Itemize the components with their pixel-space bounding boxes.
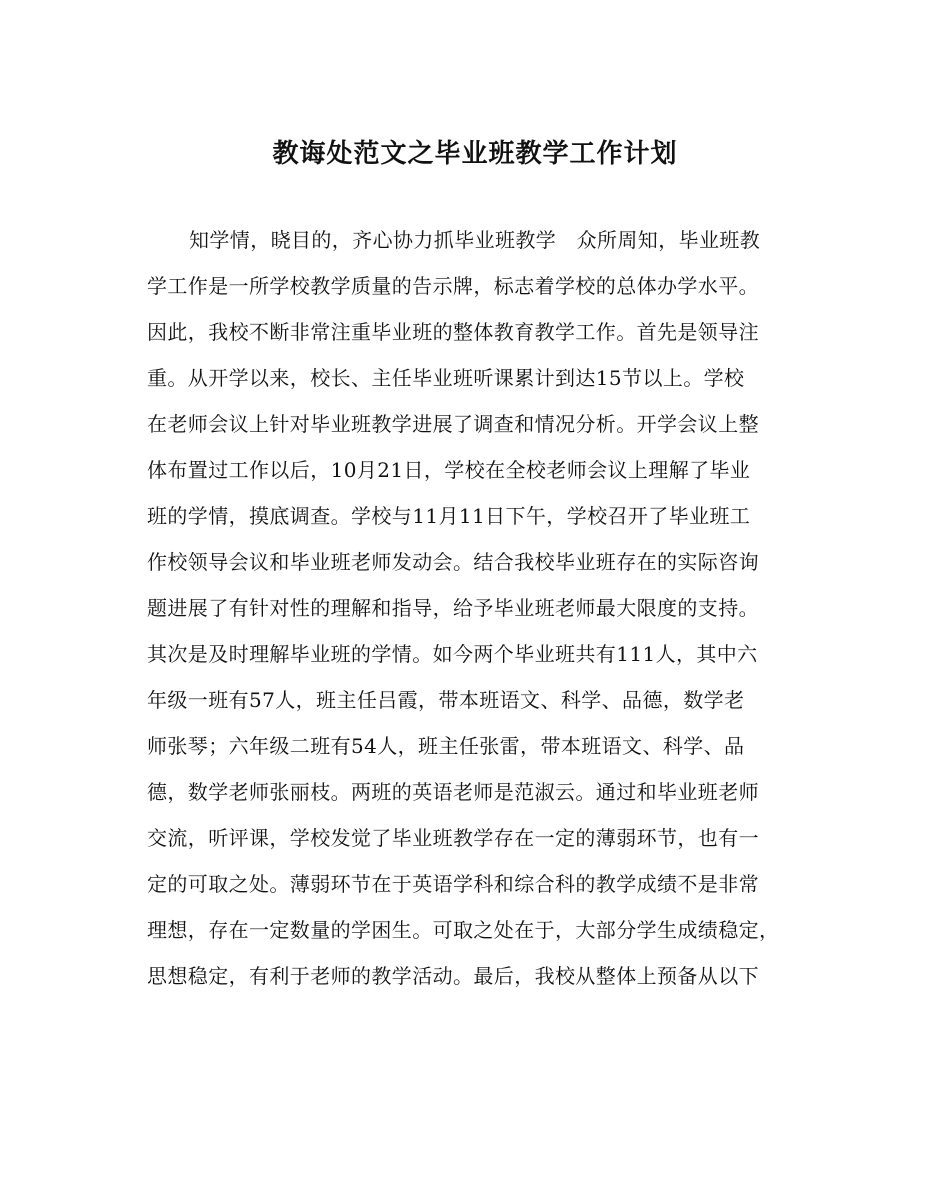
- paragraph-line: 因此，我校不断非常注重毕业班的整体教育教学工作。首先是领导注: [147, 320, 759, 344]
- paragraph-line: 其次是及时理解毕业班的学情。如今两个毕业班共有111人，其中六: [147, 642, 758, 666]
- paragraph-line: 作校领导会议和毕业班老师发动会。结合我校毕业班存在的实际咨询: [147, 550, 759, 574]
- paragraph-line: 交流，听评课，学校发觉了毕业班教学存在一定的薄弱环节，也有一: [147, 826, 759, 850]
- paragraph-line: 理想，存在一定数量的学困生。可取之处在于，大部分学生成绩稳定，: [147, 918, 780, 942]
- paragraph-line: 知学情，晓目的，齐心协力抓毕业班教学 众所周知，毕业班教: [189, 228, 761, 252]
- paragraph-line: 师张琴；六年级二班有54人，班主任张雷，带本班语文、科学、品: [147, 734, 745, 758]
- paragraph-line: 题进展了有针对性的理解和指导，给予毕业班老师最大限度的支持。: [147, 596, 759, 620]
- paragraph-line: 定的可取之处。薄弱环节在于英语学科和综合科的教学成绩不是非常: [147, 872, 759, 896]
- paragraph-line: 在老师会议上针对毕业班教学进展了调查和情况分析。开学会议上整: [147, 412, 759, 436]
- paragraph-line: 重。从开学以来，校长、主任毕业班听课累计到达15节以上。学校: [147, 366, 745, 390]
- document-title: 教诲处范文之毕业班教学工作计划: [272, 139, 678, 169]
- document-body: [147, 220, 812, 1002]
- paragraph-line: 学工作是一所学校教学质量的告示牌，标志着学校的总体办学水平。: [147, 274, 759, 298]
- paragraph-line: 班的学情，摸底调查。学校与11月11日下午，学校召开了毕业班工: [147, 504, 751, 528]
- paragraph-line: 德，数学老师张丽枝。两班的英语老师是范淑云。通过和毕业班老师: [147, 780, 759, 804]
- paragraph-line: 年级一班有57人，班主任吕霞，带本班语文、科学、品德，数学老: [147, 688, 745, 712]
- paragraph-line: 思想稳定，有利于老师的教学活动。最后，我校从整体上预备从以下: [147, 964, 759, 988]
- paragraph-line: 体布置过工作以后，10月21日，学校在全校老师会议上理解了毕业: [147, 458, 751, 482]
